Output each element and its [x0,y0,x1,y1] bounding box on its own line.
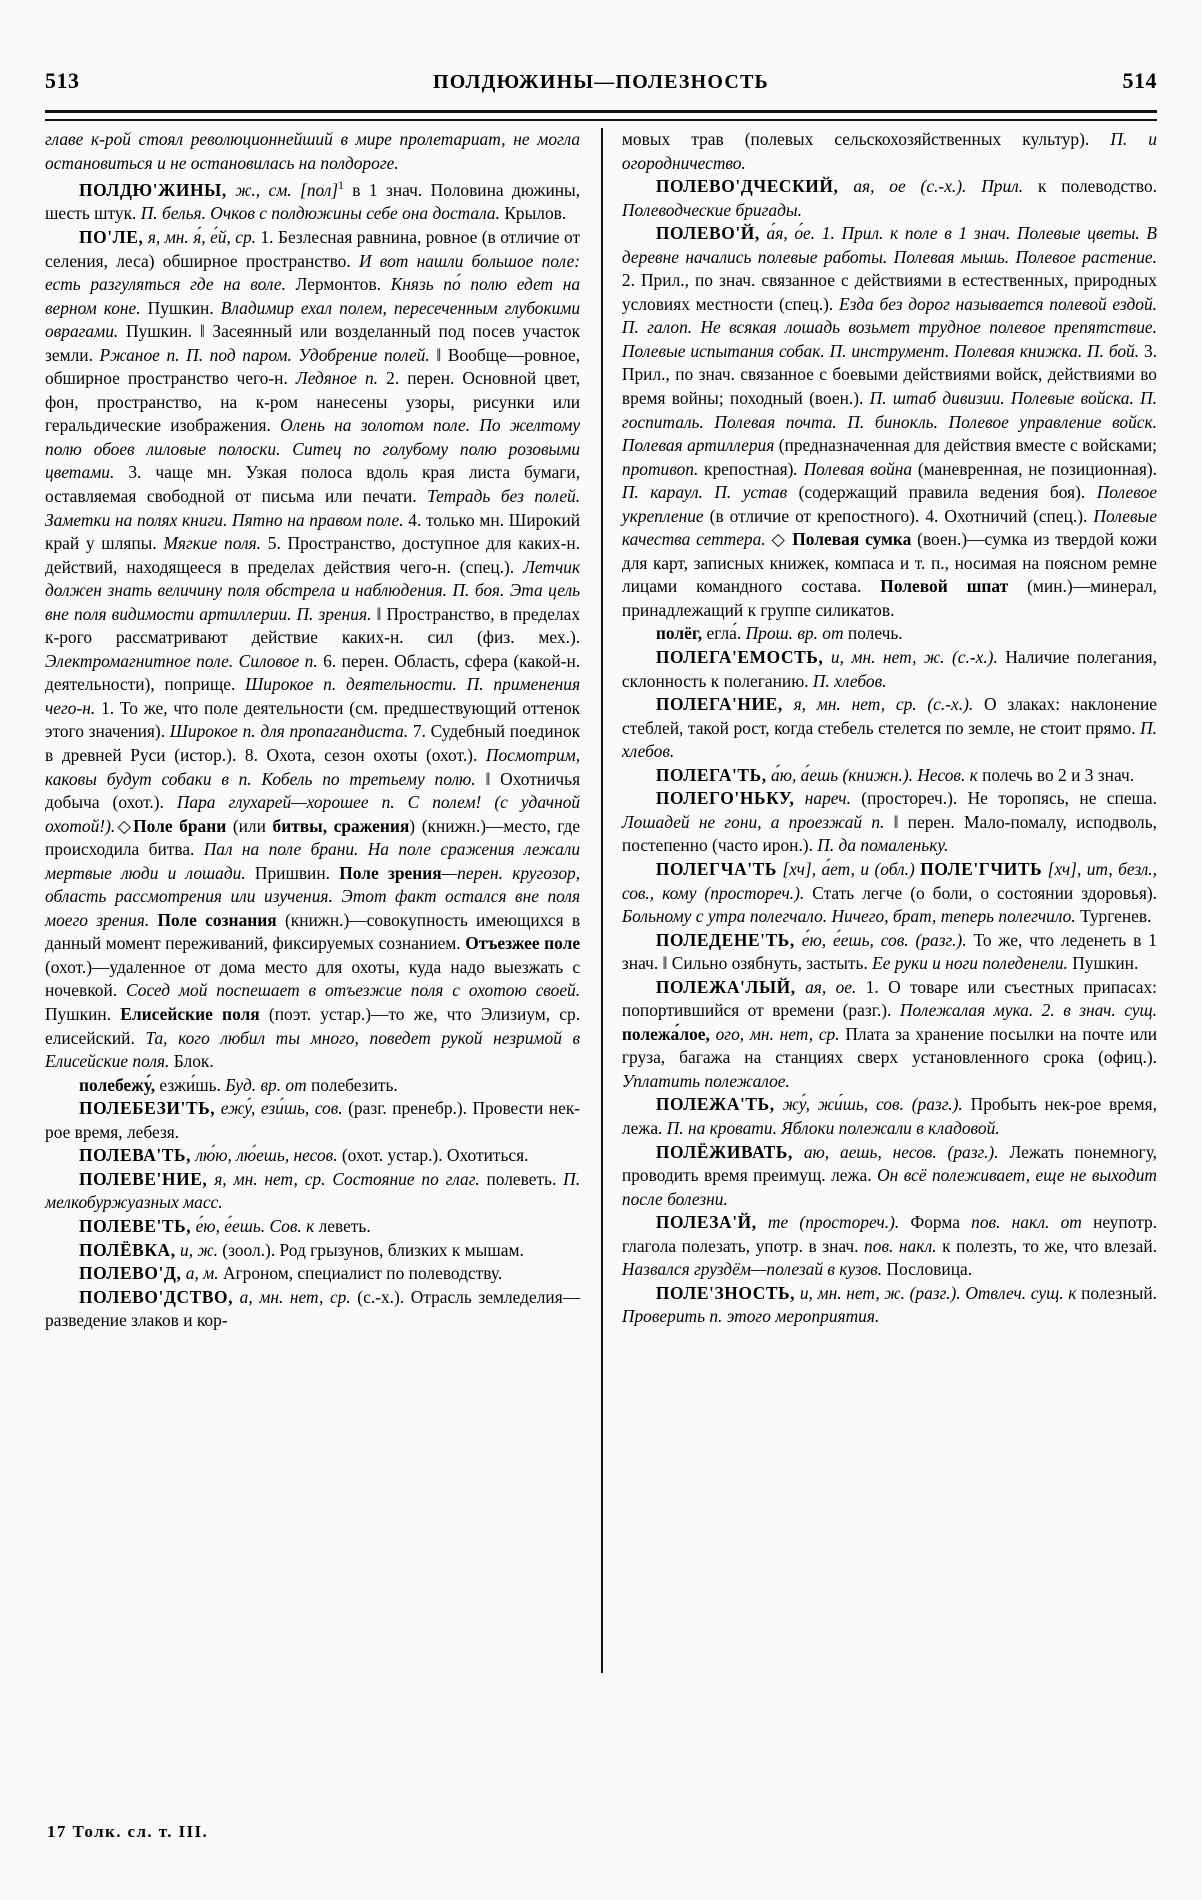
phrase-definition: —сумка из твердой кожи для карт, записных книжек, компаса и т. п., носимая на поясном ремне лицами командного состава. [621,529,1157,597]
headword-variant: ПОЛЕ'ГЧИТЬ [920,858,1043,879]
example: Широкое п. для пропагандиста. [169,721,409,742]
example: Полежалая мука. [899,1000,1034,1021]
example: П. караул. П. устав [621,482,788,503]
example-note: (предназначенная для действия вместе с войсками; [774,435,1157,456]
entry-poldyuzhiny [45,175,580,226]
author-citation: Блок. [169,1051,214,1072]
definition: Провести нек-рое время, лебезя. [45,1098,581,1142]
example-note: (содержащий правила ведения боя). [787,482,1097,503]
example: Полевое укрепление [621,482,1157,526]
phrase-term: Отъезжее поле [465,933,581,954]
author-citation: Пушкин. [45,1004,112,1025]
sense-4: 4. только мн. Широкий край у шляпы. [45,509,581,554]
author-citation: Тургенев. [1075,906,1152,927]
sense-8b: ‖ Охотничья добыча (охот.). [45,768,581,813]
usage-note: (поэт. устар.) [259,1004,372,1025]
example: Олень на золотом поле. По желтому полю обоев лиловые полоски. Ситец по голубому полю розовыми цветами. [45,415,581,483]
example: Та, кого любил ты много, поведет рукой незримой в Елисейские поля. [45,1027,581,1072]
entry-poleznost [622,1282,1157,1329]
phrase-definition: —то же, что Элизиум, ср. елисейский. [45,1004,581,1048]
entry-polevod [45,1262,580,1286]
example: П. хлебов. [812,670,887,691]
usage-note: (охот.) [45,956,92,977]
headword: ПОЛЕВЕ'НИЕ, [79,1168,208,1189]
headword: ПОЛЕВЕ'ТЬ, [79,1215,192,1236]
signature-line: 17 Толк. сл. т. III. [47,1822,209,1841]
grammar-note: нареч. [794,788,851,809]
example: П. и огородничество. [621,129,1157,173]
sub-headword: полежа́лое, [621,1023,710,1044]
usage-note: (разг. пренебр.). [342,1098,473,1119]
example: Летчик должен знать величину поля обстрела и наблюдения. П. боя. Эта цель вне поля видимости артиллерии. П. зрения. [45,556,581,624]
reference-label: Буд. вр. от [225,1074,307,1095]
usage-note: (охот. устар.). [337,1145,447,1166]
sense-3: 3. Прил., по знач. связанное с боевыми действиями войск, действиями во время войны; походный (воен.). [621,340,1157,409]
header-rule [45,110,1157,121]
entry-polevodstvo [45,1286,580,1333]
entry-polegonku [622,787,1157,858]
usage-note: (простореч.). [850,788,968,809]
entry-polevodcheskiy [622,175,1157,222]
reference-label: Несов. к [917,764,978,785]
carryover-definition: мовых трав (полевых сельскохозяйственных культур). [621,129,1111,149]
body-columns [45,128,1157,1808]
grammar-note: жу́, жи́шь, сов. (разг.). [774,1094,971,1115]
folio-left: 513 [45,68,80,93]
definition: Охотиться. [446,1145,529,1166]
definition: Не торопясь, не спеша. [967,788,1157,809]
example: Князь по́ полю едет на верном коне. [45,274,581,318]
example: Пал на поле брани. На поле сражения лежали мертвые люди и лошади. [45,839,581,883]
example: Полевые цветы. В деревне начались полевые работы. Полевая мышь. Полевое растение. [621,223,1157,267]
headword: ПОЛЕБЕЗИ'ТЬ, [79,1098,216,1119]
headword: ПОЛЕВА'ТЬ, [79,1145,192,1166]
entry-poleg [622,622,1157,646]
usage-note: (мин.) [1008,576,1073,597]
phrase-term: Елисейские поля [120,1004,260,1025]
example-note: крепостная) [698,458,794,479]
headword: ПОЛЕЗА'Й, [655,1212,757,1233]
author-citation: Пушкин. [118,321,200,342]
definition: полезный. [1076,1282,1157,1303]
example: . Полевая война [793,458,913,479]
sense-1: 1. Прил. к поле в 1 знач. [815,223,1017,244]
pronunciation-bracket: [хч] [1042,858,1077,879]
reference-label: Состояние по глаг. [332,1168,480,1189]
example: Этот факт остался вне поля моего зрения. [45,886,581,930]
example: П. да помаленьку. [817,835,949,856]
definition: Лежать понемногу, проводить время преимущ. лежа. [621,1141,1157,1186]
definition: То же, что леденеть в 1 знач. ‖ Сильно озябнуть, застыть. [621,929,1157,974]
example: И вот нашли большое поле: есть разгуляться где на воле. [45,250,581,295]
definition: О злаках: наклонение стеблей, такой рост, когда стебель стелется по земле, не стоит прямо. [621,694,1157,738]
example: П. мелкобуржуазных масс. [45,1168,581,1213]
phrase-term: Поле зрения [339,862,442,883]
example-note: (в отличие от крепостного). [703,505,926,526]
definition: Пробыть нек-рое время, лежа. [621,1094,1157,1138]
author-citation: Лермонтов. [285,274,391,295]
grammar-note: е́ю, е́ешь. [191,1215,270,1236]
reference-label: Отвлеч. сущ. к [965,1282,1077,1303]
sense-3: 3. чаще мн. Узкая полоса вдоль края листа бумаги, оставляемая свободной от письма или печати. [45,462,581,506]
example: Полеводческие бригады. [621,199,802,220]
example: Электромагнитное поле. Силовое п. [45,650,318,671]
column-right [612,128,1157,1808]
entry-polevka [45,1239,580,1263]
phrase-alt-term: битвы, сражения [272,815,410,836]
headword: полёг, [655,623,703,644]
usage-note: (зоол.). [217,1239,280,1260]
grammar-note: егла́. [702,623,746,644]
example: Он всё полеживает, еще не выходит после болезни. [621,1165,1157,1209]
headword: ПОЛЕВО'Й, [655,223,760,244]
carryover-text: главе к-рой стоял революционнейший в мире пролетариат, не могла остановиться и не остановилась на полдороге. [45,129,581,173]
example: Ее руки и ноги поледенели. [872,953,1068,974]
sense-6b: 1. То же, что поле деятельности (см. предшествующий оттенок этого значения). [45,697,581,742]
phrase-alt-close: ) [409,815,422,836]
grammar-note: е́ю, е́ешь, сов. (разг.). [794,929,974,950]
definition: Агроном, специалист по полеводству. [222,1263,503,1284]
phrase-term: Полевая сумка [792,529,912,550]
headword: ПОЛЕЖА'ЛЫЙ, [655,976,796,997]
author-citation: Пословица. [882,1259,973,1280]
entry-polegchat [622,858,1157,929]
example: Проверить п. этого мероприятия. [621,1306,880,1327]
pronunciation-bracket: [хч] [776,858,812,879]
grammar-note: те (простореч.). [756,1212,911,1233]
phrase-definition: —совокупность имеющихся в данный момент переживаний, фиксируемых сознанием. [45,909,581,954]
reference-label: пов. накл. от [971,1212,1082,1233]
reference-label: пов. накл. [864,1235,937,1256]
headword: ПОЛЕВО'ДСТВО, [79,1286,234,1307]
definition: Род грызунов, близких к мышам. [279,1239,524,1260]
headword: ПОЛЕ'ЗНОСТЬ, [655,1282,796,1303]
definition: Форма [910,1212,972,1233]
headword: ПОЛЕГО'НЬКУ, [655,788,795,809]
example: Мягкие поля. [163,533,262,554]
example: Назвался груздём—полезай в кузов. [621,1259,883,1280]
grammar-note: ая, ое. [795,976,857,997]
grammar-note: а, м. [181,1263,223,1284]
author-citation: Пришвин. [245,862,331,883]
example: Владимир ехал полем, пересеченным глубокими оврагами. [45,297,581,342]
example: П. штаб дивизии. Полевые войска. П. госпиталь. Полевая почта. П. бинокль. Полевое управление войск. Полевая артиллерия [621,388,1157,456]
example: Езда без дорог называется полевой ездой. П. галоп. Не всякая лошадь возьмет трудное полевое препятствие. Полевые испытания собак. П. инструмент. Полевая книжка. П. бой. [621,293,1157,361]
diamond-marker: ◇ [771,529,787,550]
reference-label: Сов. к [269,1215,315,1236]
carryover-text [622,128,1157,175]
grammar-note: а́я, о́е. [759,223,816,244]
grammar-note: , а́ет, и (обл.) [811,858,921,879]
headword: ПОЛЕГА'ЕМОСТЬ, [655,647,824,668]
phrase-term: Поле брани [133,815,227,836]
definition: полебезить. [306,1074,398,1095]
definition-2: неупотр. глагола полезать, употр. в знач. [621,1212,1158,1256]
example: П. белья. Очков с полдюжины себе она достала. [140,203,500,224]
entry-poleganie [622,693,1157,764]
phrase-term: Полевой шпат [880,576,1009,597]
headword: ПОЛЕГЧА'ТЬ [655,858,777,879]
diamond-marker: ◇ [115,815,134,836]
antonym-label: противоп. [621,458,699,479]
example: Уплатить полежалое. [621,1070,790,1091]
example: Лошадей не гони, а проезжай п. [621,811,885,832]
example: Тетрадь без полей. Заметки на полях книги. Пятно на правом поле. [45,486,581,530]
definition: Стать легче (о боли, о состоянии здоровья). [812,882,1157,903]
entry-polegaemost [622,646,1157,693]
headword: ПОЛЕЖА'ТЬ, [655,1094,775,1115]
column-left [45,128,592,1808]
example: Широкое п. деятельности. П. применения чего-н. [45,674,581,718]
entry-polevet [45,1215,580,1239]
definition-3: к полезть, то же, что влезай. [936,1235,1158,1256]
headword: ПОЛЁЖИВАТЬ, [655,1141,793,1162]
grammar-note: ж., см. [пол] [226,179,339,200]
definition: Отрасль земледелия—разведение злаков и кор- [45,1286,581,1331]
entry-polebezit [45,1097,580,1144]
example-note: (маневренная, не позиционная). [912,458,1157,479]
example: П. хлебов. [621,717,1157,762]
entry-poledenet [622,929,1157,976]
entry-polezay [622,1211,1157,1282]
headword: ПОЛЕГА'ТЬ, [655,764,767,785]
sense-1c: ‖ Вообще—ровное, обширное пространство чего-н. [45,344,581,389]
sense-1: 1. О товаре или съестных припасах: попортившийся от времени (разг.). [621,976,1157,1021]
definition: полечь. [843,623,903,644]
entry-pole [45,226,580,1074]
definition: Плата за хранение посылки на почте или груза, багажа на станциях сверх установленного срока (офиц.). [621,1023,1157,1068]
usage-note: (книжн.) [276,909,350,930]
sense-2: 2. в знач. сущ. [1033,1000,1157,1021]
phrase-definition: —место, где происходила битва. [45,815,581,860]
entry-polezhalyy [622,976,1157,1094]
superscript-marker: 1 [338,180,344,193]
sense-5b: ‖ Пространство, в пределах к-рого рассматривают действие каких-н. сил (физ. мех.). [45,603,581,648]
folio-right: 514 [1122,68,1157,93]
phrase-definition: —перен. кругозор, область рассмотрения или изучения. [45,862,581,907]
phrase-definition: —минерал, принадлежащий к группе силикатов. [621,576,1158,620]
definition: леветь. [314,1215,371,1236]
grammar-note: ого, мн. нет, ср. [709,1023,846,1044]
entry-polevat [45,1144,580,1168]
definition-2: ‖ перен. Мало-помалу, исподволь, постепенно (часто ирон.). [621,811,1157,856]
sense-8: 8. Охота, сезон охоты (охот.). [236,745,486,766]
example: Ледяное п. [295,368,379,389]
example: Сосед мой поспешает в отъезжие поля с охотою своей. [126,980,581,1001]
grammar-note: езжи́шь. [155,1074,226,1095]
headword: ПОЛЁВКА, [79,1239,176,1260]
example: Пара глухарей—хорошее п. С полем! [176,792,482,813]
grammar-note: ая, ое (с.-х.). [838,176,982,197]
entry-polebezhu [45,1074,580,1098]
grammar-note: , ит, безл., сов., кому (простореч.). [621,858,1158,903]
entry-polezhivat [622,1141,1157,1212]
example: Посмотрим, каковы будут собаки в п. Кобель по третьему полю. [45,745,581,789]
headword: ПОЛЕВО'Д, [79,1263,182,1284]
headword: ПО'ЛЕ, [79,226,144,247]
example-note: (с удачной охотой!). [45,792,581,836]
author-citation: Пушкин. [140,297,221,318]
grammar-note: и, мн. нет, ж. (с.-х.). [823,647,1006,668]
phrase-alt-intro: (или [226,815,273,836]
grammar-note: а, мн. нет, ср. [233,1286,351,1307]
author-citation: Пушкин. [1067,953,1139,974]
reference-label: Прил. [981,176,1024,197]
headword: полебежу́, [79,1074,156,1095]
grammar-note: и, мн. нет, ж. (разг.). [795,1282,966,1303]
author-citation: Крылов. [499,203,567,224]
definition: полечь во 2 и 3 знач. [977,764,1135,785]
grammar-note: ежу́, ези́шь, сов. [215,1098,343,1119]
column-gutter [592,128,612,1808]
grammar-note: я, мн. я́, е́й, ср. [143,226,257,247]
definition: к полеводство. [1023,176,1157,197]
page-header [45,68,1157,102]
usage-note: (воен.) [911,529,968,550]
headword: ПОЛЕДЕНЕ'ТЬ, [655,929,795,950]
sense-4: 4. Охотничий (спец.). [925,505,1094,526]
phrase-term: Поле сознания [157,909,277,930]
gutter-rule [601,128,603,1673]
sense-7: 7. Судебный поединок в древней Руси (истор.). [45,721,581,766]
entry-polevoy [622,222,1157,622]
headword: ПОЛДЮ'ЖИНЫ, [79,179,227,200]
sense-6: 6. перен. Область, сфера (какой-н. деятельности), поприще. [45,650,581,695]
example: Больному с утра полегчало. Ничего, брат, теперь полегчило. [621,906,1076,927]
entry-polegat [622,764,1157,788]
sense-1b: ‖ Засеянный или возделанный под посев участок земли. [45,321,581,365]
grammar-note: и, ж. [175,1239,218,1260]
grammar-note: лю́ю, лю́ешь, несов. [191,1145,338,1166]
example: Ржаное п. П. под паром. Удобрение полей. [99,344,430,365]
headword: ПОЛЕВО'ДЧЕСКИЙ, [655,176,839,197]
sense-5: 5. Пространство, доступное для каких-н. действий, находящееся в пределах действия чего-н. (спец.). [45,533,581,577]
sense-1: 1. Безлесная равнина, ровное (в отличие от селения, леса) обширное пространство. [45,226,581,271]
usage-note: (с.-х.). [350,1286,411,1307]
sense-2: 2. перен. Основной цвет, фон, пространство, на к-ром нанесены узоры, рисунки или геральдические изображения. [45,368,581,436]
entry-polezhat [622,1093,1157,1140]
definition: полеветь. [479,1168,564,1189]
example: Полевые качества сеттера. [621,505,1157,550]
reference-label: Прош. вр. от [745,623,844,644]
grammar-note: аю, аешь, несов. (разг.). [792,1141,1010,1162]
phrase-definition: —удаленное от дома место для охоты, куда надо выезжать с ночевкой. [45,956,581,1001]
sense-2: 2. Прил., по знач. связанное с действиями в естественных, природных условиях местности (спец.). [621,270,1157,314]
running-title: ПОЛДЮЖИНЫ—ПОЛЕЗНОСТЬ [433,71,769,93]
definition: в 1 знач. Половина дюжины, шесть штук. [45,179,581,224]
usage-note: (книжн.) [421,815,487,836]
definition: Наличие полегания, склонность к полеганию. [621,647,1157,691]
grammar-note: я, мн. нет, ср. [207,1168,333,1189]
example: П. на кровати. Яблоки полежали в кладовой. [666,1117,1000,1138]
entry-polevenie [45,1168,580,1215]
headword: ПОЛЕГА'НИЕ, [655,694,783,715]
grammar-note: я, мн. нет, ср. (с.-х.). [782,694,984,715]
grammar-note: а́ю, а́ешь (книжн.). [766,764,918,785]
